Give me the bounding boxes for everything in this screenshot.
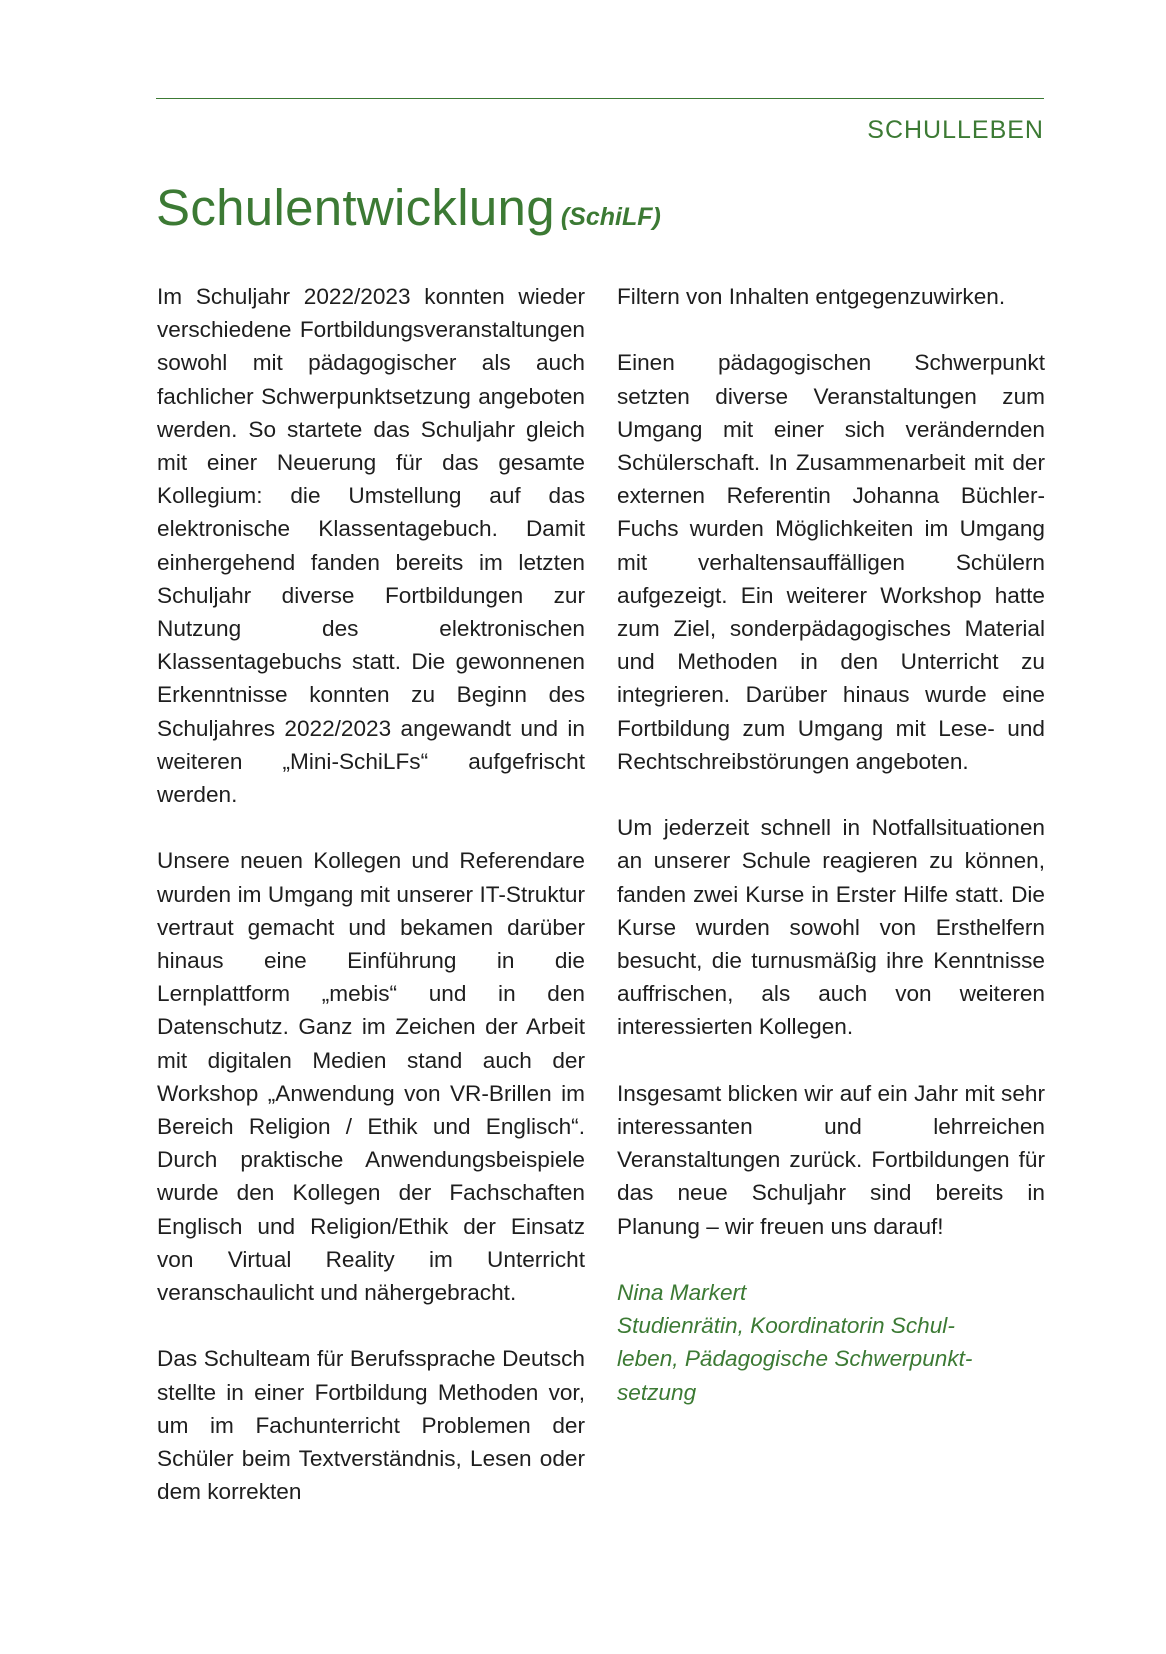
right-paragraph-3: Insgesamt blicken wir auf ein Jahr mit sehr interessanten und lehrreichen Veranstaltungen zurück. Fortbildungen für das neue Schuljahr sind bereits in Planung – wir freuen uns darauf!	[617, 1080, 1045, 1239]
right-paragraph-1: Einen pädagogischen Schwerpunkt setzten diverse Veranstaltungen zum Umgang mit einer sich verändernden Schülerschaft. In Zusammenarbeit mit der externen Referentin Johanna Büchler-Fuchs wurden Möglichkeiten im Umgang mit verhaltensauffälligen Schülern aufgezeigt. Ein weiterer Workshop hatte zum Ziel, sonderpädagogisches Material und Methoden in den Unterricht zu integrieren. Darüber hinaus wurde eine Fortbildung zum Umgang mit Lese- und Rechtschreibstörungen angeboten.	[617, 350, 1045, 774]
right-paragraph-0: Filtern von Inhalten entgegenzuwirken.	[617, 284, 1006, 309]
right-column	[617, 280, 1045, 1409]
right-paragraph-2: Um jederzeit schnell in Notfallsituationen an unserer Schule reagieren zu können, fanden zwei Kurse in Erster Hilfe statt. Die Kurse wurden sowohl von Ersthelfern besucht, die turnusmäßig ihre Kenntnisse auffrischen, als auch von weiteren interessierten Kollegen.	[617, 815, 1045, 1040]
author-name: Nina Markert	[617, 1280, 747, 1306]
header-rule	[156, 98, 1044, 99]
page-title	[156, 178, 661, 237]
left-paragraph-2: Unsere neuen Kollegen und Referendare wurden im Umgang mit unserer IT-Struktur vertraut gemacht und bekamen darüber hinaus eine Einführung in die Lernplattform „mebis“ und in den Datenschutz. Ganz im Zeichen der Arbeit mit digitalen Medien stand auch der Workshop „Anwendung von VR-Brillen im Bereich Religion / Ethik und Englisch“. Durch praktische Anwendungsbeispiele wurde den Kollegen der Fachschaften Englisch und Religion/Ethik der Einsatz von Virtual Reality im Unterricht veranschaulicht und nähergebracht.	[157, 848, 585, 1306]
title-main: Schulentwicklung	[156, 179, 555, 236]
author-role-line-1: Studienrätin, Koordinatorin Schul-	[617, 1313, 955, 1339]
section-label: SCHULLEBEN	[867, 116, 1044, 144]
title-sub: (SchiLF)	[560, 203, 661, 231]
left-paragraph-3: Das Schulteam für Berufssprache Deutsch stellte in einer Fortbildung Methoden vor, um im Fachunterricht Problemen der Schüler beim Textverständnis, Lesen oder dem korrekten	[157, 1346, 585, 1505]
author-signature	[617, 1276, 1045, 1409]
left-column	[157, 280, 585, 1508]
left-paragraph-1: Im Schuljahr 2022/2023 konnten wieder verschiedene Fortbildungsveranstaltungen sowohl mit pädagogischer als auch fachlicher Schwerpunktsetzung angeboten werden. So startete das Schuljahr gleich mit einer Neuerung für das gesamte Kollegium: die Umstellung auf das elektronische Klassentagebuch. Damit einhergehend fanden bereits im letzten Schuljahr diverse Fortbildungen zur Nutzung des elektronischen Klassentagebuchs statt. Die gewonnenen Erkenntnisse konnten zu Beginn des Schuljahres 2022/2023 angewandt und in weiteren „Mini-SchiLFs“ aufgefrischt werden.	[157, 284, 585, 808]
author-role-line-2: leben, Pädagogische Schwerpunkt-	[617, 1346, 973, 1372]
author-role-line-3: setzung	[617, 1379, 697, 1405]
